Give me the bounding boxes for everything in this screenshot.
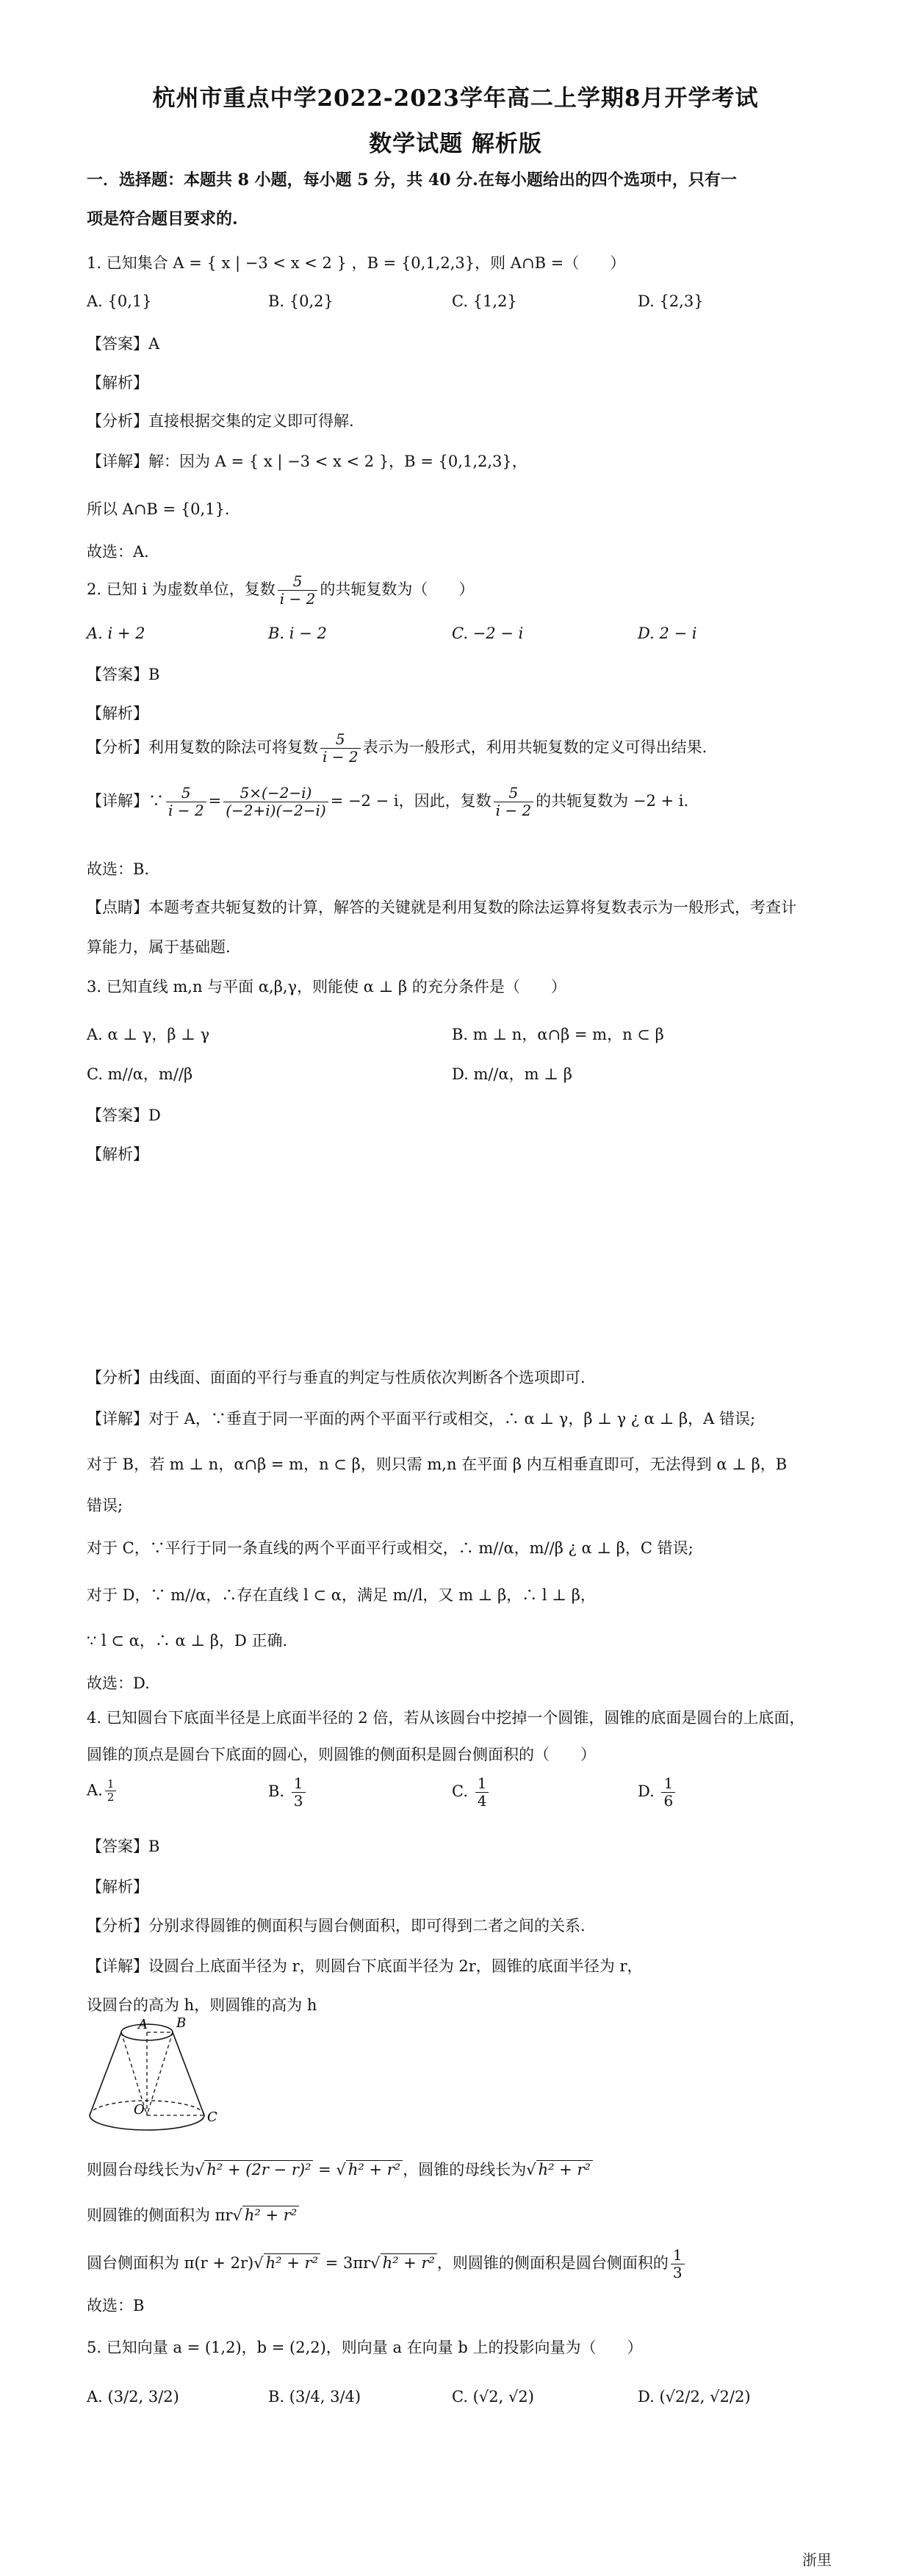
q4-slant-height	[87, 2160, 593, 2179]
radicand: h² + (2r − r)²	[204, 2160, 313, 2179]
fraction	[278, 573, 318, 608]
footer-watermark: 浙里	[802, 2551, 832, 2569]
q1-stem: 1. 已知集合 A = { x | −3 < x < 2 } ，B = {0,1,2,3}，则 A∩B =（ ）	[87, 254, 626, 272]
fraction-denominator: i − 2	[495, 802, 532, 819]
q2-analysis	[87, 731, 707, 766]
fraction	[166, 785, 206, 819]
label-a: A	[138, 2017, 148, 2032]
label-o: O	[134, 2102, 145, 2118]
sqrt-sign: √	[526, 2161, 536, 2179]
q4-detail: 【详解】设圆台上底面半径为 r，则圆台下底面半径为 2r，圆锥的底面半径为 r，	[87, 1957, 643, 1975]
q3-answer: 【答案】D	[87, 1107, 161, 1124]
q2-detail-post: 的共轭复数为 −2 + i.	[536, 792, 689, 810]
fraction-numerator: 1	[671, 2247, 685, 2264]
q5-option-c: C. (√2, √2)	[452, 2388, 534, 2406]
q5-option-b: B. (3/4, 3/4)	[268, 2388, 361, 2406]
q3-choose: 故选：D.	[87, 1674, 150, 1692]
q1-detail: 【详解】解：因为 A = { x | −3 < x < 2 }，B = {0,1,2,3}，	[87, 453, 527, 470]
q4-option-d	[638, 1775, 677, 1810]
q3-option-a: A. α ⊥ γ，β ⊥ γ	[87, 1026, 210, 1043]
q2-comment-cont: 算能力，属于基础题.	[87, 938, 231, 956]
q2-answer: 【答案】B	[87, 666, 160, 683]
q4-answer: 【答案】B	[87, 1838, 160, 1855]
fraction	[671, 2247, 685, 2281]
radicand: h² + r²	[346, 2160, 403, 2179]
q4-cone-area	[87, 2206, 299, 2225]
fraction-denominator: 3	[293, 1792, 303, 1810]
q3-jiexi: 【解析】	[87, 1145, 148, 1163]
sqrt-sign: √	[232, 2206, 242, 2224]
frustum-post: ，则圆锥的侧面积是圆台侧面积的	[436, 2254, 669, 2272]
fraction	[105, 1778, 117, 1805]
fraction	[223, 785, 328, 819]
q4-stem-cont: 圆锥的顶点是圆台下底面的圆心，则圆锥的侧面积是圆台侧面积的（ ）	[87, 1746, 596, 1763]
fraction-denominator: 4	[477, 1792, 487, 1810]
radicand: h² + r²	[536, 2160, 593, 2179]
q1-option-c: C. {1,2}	[452, 292, 517, 310]
q3-detail-b-cont: 错误;	[87, 1497, 123, 1514]
fraction	[475, 1775, 489, 1810]
equals-sign: =	[318, 2161, 331, 2179]
fraction-numerator: 5	[166, 785, 206, 802]
q1-option-d: D. {2,3}	[638, 292, 704, 310]
q1-option-b: B. {0,2}	[268, 292, 334, 310]
q1-answer: 【答案】A	[87, 335, 160, 353]
fraction-denominator: 3	[672, 2264, 683, 2281]
fraction-denominator: 6	[663, 1792, 674, 1810]
fraction-numerator: 1	[661, 1775, 675, 1793]
fraction-numerator: 5	[278, 573, 318, 591]
sqrt-sign: √	[336, 2161, 346, 2179]
fraction-numerator: 5×(−2−i)	[223, 785, 328, 802]
bottom-base-front	[90, 2115, 204, 2130]
q5-stem: 5. 已知向量 a = (1,2)，b = (2,2)，则向量 a 在向量 b 上的投影向量为（ ）	[87, 2339, 643, 2356]
slant-pre: 则圆台母线长为	[87, 2161, 195, 2179]
fraction-denominator: i − 2	[168, 802, 204, 819]
slant-mid: ，圆锥的母线长为	[403, 2161, 527, 2179]
q1-option-a: A. {0,1}	[87, 292, 152, 310]
q2-analysis-pre: 【分析】利用复数的除法可将复数	[87, 738, 318, 756]
fraction-numerator: 1	[105, 1778, 117, 1791]
blank-space	[87, 1212, 821, 1352]
q2-detail-pre: 【详解】∵	[87, 792, 164, 810]
q3-option-b: B. m ⊥ n，α∩β = m，n ⊂ β	[452, 1026, 664, 1043]
fraction-denominator: (−2+i)(−2−i)	[226, 802, 326, 819]
option-label: A.	[87, 1781, 103, 1799]
fraction-numerator: 5	[320, 731, 361, 749]
exam-subtitle: 数学试题 解析版	[369, 131, 542, 157]
q2-option-d: D. 2 − i	[638, 625, 697, 642]
fraction-numerator: 1	[292, 1775, 306, 1793]
q3-detail-c: 对于 C，∵平行于同一条直线的两个平面平行或相交，∴ m//α，m//β ¿ α ⊥ β，C 错误;	[87, 1539, 694, 1557]
equals-sign: =	[208, 792, 222, 810]
q4-jiexi: 【解析】	[87, 1878, 148, 1896]
q1-analysis: 【分析】直接根据交集的定义即可得解.	[87, 412, 354, 430]
q4-stem: 4. 已知圆台下底面半径是上底面半径的 2 倍，若从该圆台中挖掉一个圆锥，圆锥的底面是圆台的上底面，	[87, 1709, 805, 1727]
section-heading: 一．选择题：本题共 8 小题，每小题 5 分，共 40 分.在每小题给出的四个选项中，只有一	[87, 170, 737, 190]
q2-detail-mid: = −2 − i，因此，复数	[330, 792, 491, 810]
option-label: D.	[638, 1782, 655, 1800]
q2-stem-post: 的共轭复数为（ ）	[320, 580, 475, 598]
section-heading-cont: 项是符合题目要求的.	[87, 209, 238, 229]
cone-right-edge	[147, 2032, 173, 2115]
q4-detail-2: 设圆台的高为 h，则圆锥的高为 h	[87, 1996, 317, 2014]
q5-option-a: A. (3/2, 3/2)	[87, 2388, 179, 2406]
q2-choose: 故选：B.	[87, 860, 150, 878]
q4-option-b	[268, 1775, 308, 1810]
q2-analysis-post: 表示为一般形式，利用共轭复数的定义可得出结果.	[362, 738, 707, 756]
q4-frustum-area	[87, 2247, 687, 2281]
q3-detail-a: 【详解】对于 A，∵垂直于同一平面的两个平面平行或相交，∴ α ⊥ γ，β ⊥ γ ¿ α ⊥ β，A 错误;	[87, 1410, 756, 1428]
q2-option-c: C. −2 − i	[452, 625, 524, 642]
cone-area-pre: 则圆锥的侧面积为 πr	[87, 2206, 233, 2224]
left-generatrix	[90, 2032, 121, 2115]
q2-detail	[87, 785, 688, 819]
q3-option-c: C. m//α，m//β	[87, 1065, 193, 1083]
q3-stem: 3. 已知直线 m,n 与平面 α,β,γ，则能使 α ⊥ β 的充分条件是（ ）	[87, 978, 566, 996]
frustum-mid: = 3πr	[325, 2254, 371, 2272]
q2-comment: 【点睛】本题考查共轭复数的计算，解答的关键就是利用复数的除法运算将复数表示为一般形式，考查计	[87, 899, 796, 916]
q3-detail-d: 对于 D，∵ m//α，∴存在直线 l ⊂ α，满足 m//l，又 m ⊥ β，∴ l ⊥ β，	[87, 1586, 596, 1604]
q1-choose: 故选：A.	[87, 543, 149, 561]
q1-jiexi: 【解析】	[87, 374, 148, 392]
q2-stem-pre: 2. 已知 i 为虚数单位，复数	[87, 580, 276, 598]
frustum-figure	[73, 2017, 220, 2149]
fraction-denominator: 2	[107, 1791, 115, 1805]
q4-analysis: 【分析】分别求得圆锥的侧面积与圆台侧面积，即可得到二者之间的关系.	[87, 1917, 586, 1935]
q3-option-d: D. m//α，m ⊥ β	[452, 1065, 572, 1083]
label-b: B	[176, 2017, 187, 2031]
q4-option-a	[87, 1778, 118, 1805]
q3-detail-b: 对于 B，若 m ⊥ n，α∩β = m，n ⊂ β，则只需 m,n 在平面 β 内互相垂直即可，无法得到 α ⊥ β，B	[87, 1456, 788, 1473]
fraction-numerator: 1	[475, 1775, 489, 1793]
label-c: C	[207, 2109, 217, 2125]
fraction-numerator: 5	[494, 785, 534, 802]
q2-jiexi: 【解析】	[87, 705, 148, 722]
sqrt-sign: √	[370, 2254, 381, 2272]
right-generatrix	[173, 2032, 204, 2115]
option-label: B.	[268, 1782, 285, 1800]
q3-detail-d-cont: ∵ l ⊂ α，∴ α ⊥ β，D 正确.	[87, 1632, 288, 1649]
radicand: h² + r²	[264, 2253, 320, 2272]
radicand: h² + r²	[381, 2253, 437, 2272]
q4-option-c	[452, 1775, 491, 1810]
q2-option-a: A. i + 2	[87, 625, 145, 642]
radicand: h² + r²	[242, 2206, 299, 2224]
fraction	[494, 785, 534, 819]
q4-choose: 故选：B	[87, 2297, 145, 2314]
q5-option-d: D. (√2/2, √2/2)	[638, 2388, 751, 2406]
sqrt-sign: √	[195, 2161, 205, 2179]
fraction	[320, 731, 361, 766]
fraction	[661, 1775, 675, 1810]
exam-title: 杭州市重点中学2022-2023学年高二上学期8月开学考试	[152, 85, 759, 112]
fraction-denominator: i − 2	[279, 590, 316, 608]
q3-analysis: 【分析】由线面、面面的平行与垂直的判定与性质依次判断各个选项即可.	[87, 1369, 586, 1386]
q1-detail-2: 所以 A∩B = {0,1}.	[87, 500, 230, 518]
option-label: C.	[452, 1782, 468, 1800]
fraction	[292, 1775, 306, 1810]
q2-stem	[87, 573, 474, 608]
fraction-denominator: i − 2	[323, 748, 359, 766]
frustum-pre: 圆台侧面积为 π(r + 2r)	[87, 2254, 254, 2272]
sqrt-sign: √	[253, 2254, 264, 2272]
q2-option-b: B. i − 2	[268, 625, 327, 642]
